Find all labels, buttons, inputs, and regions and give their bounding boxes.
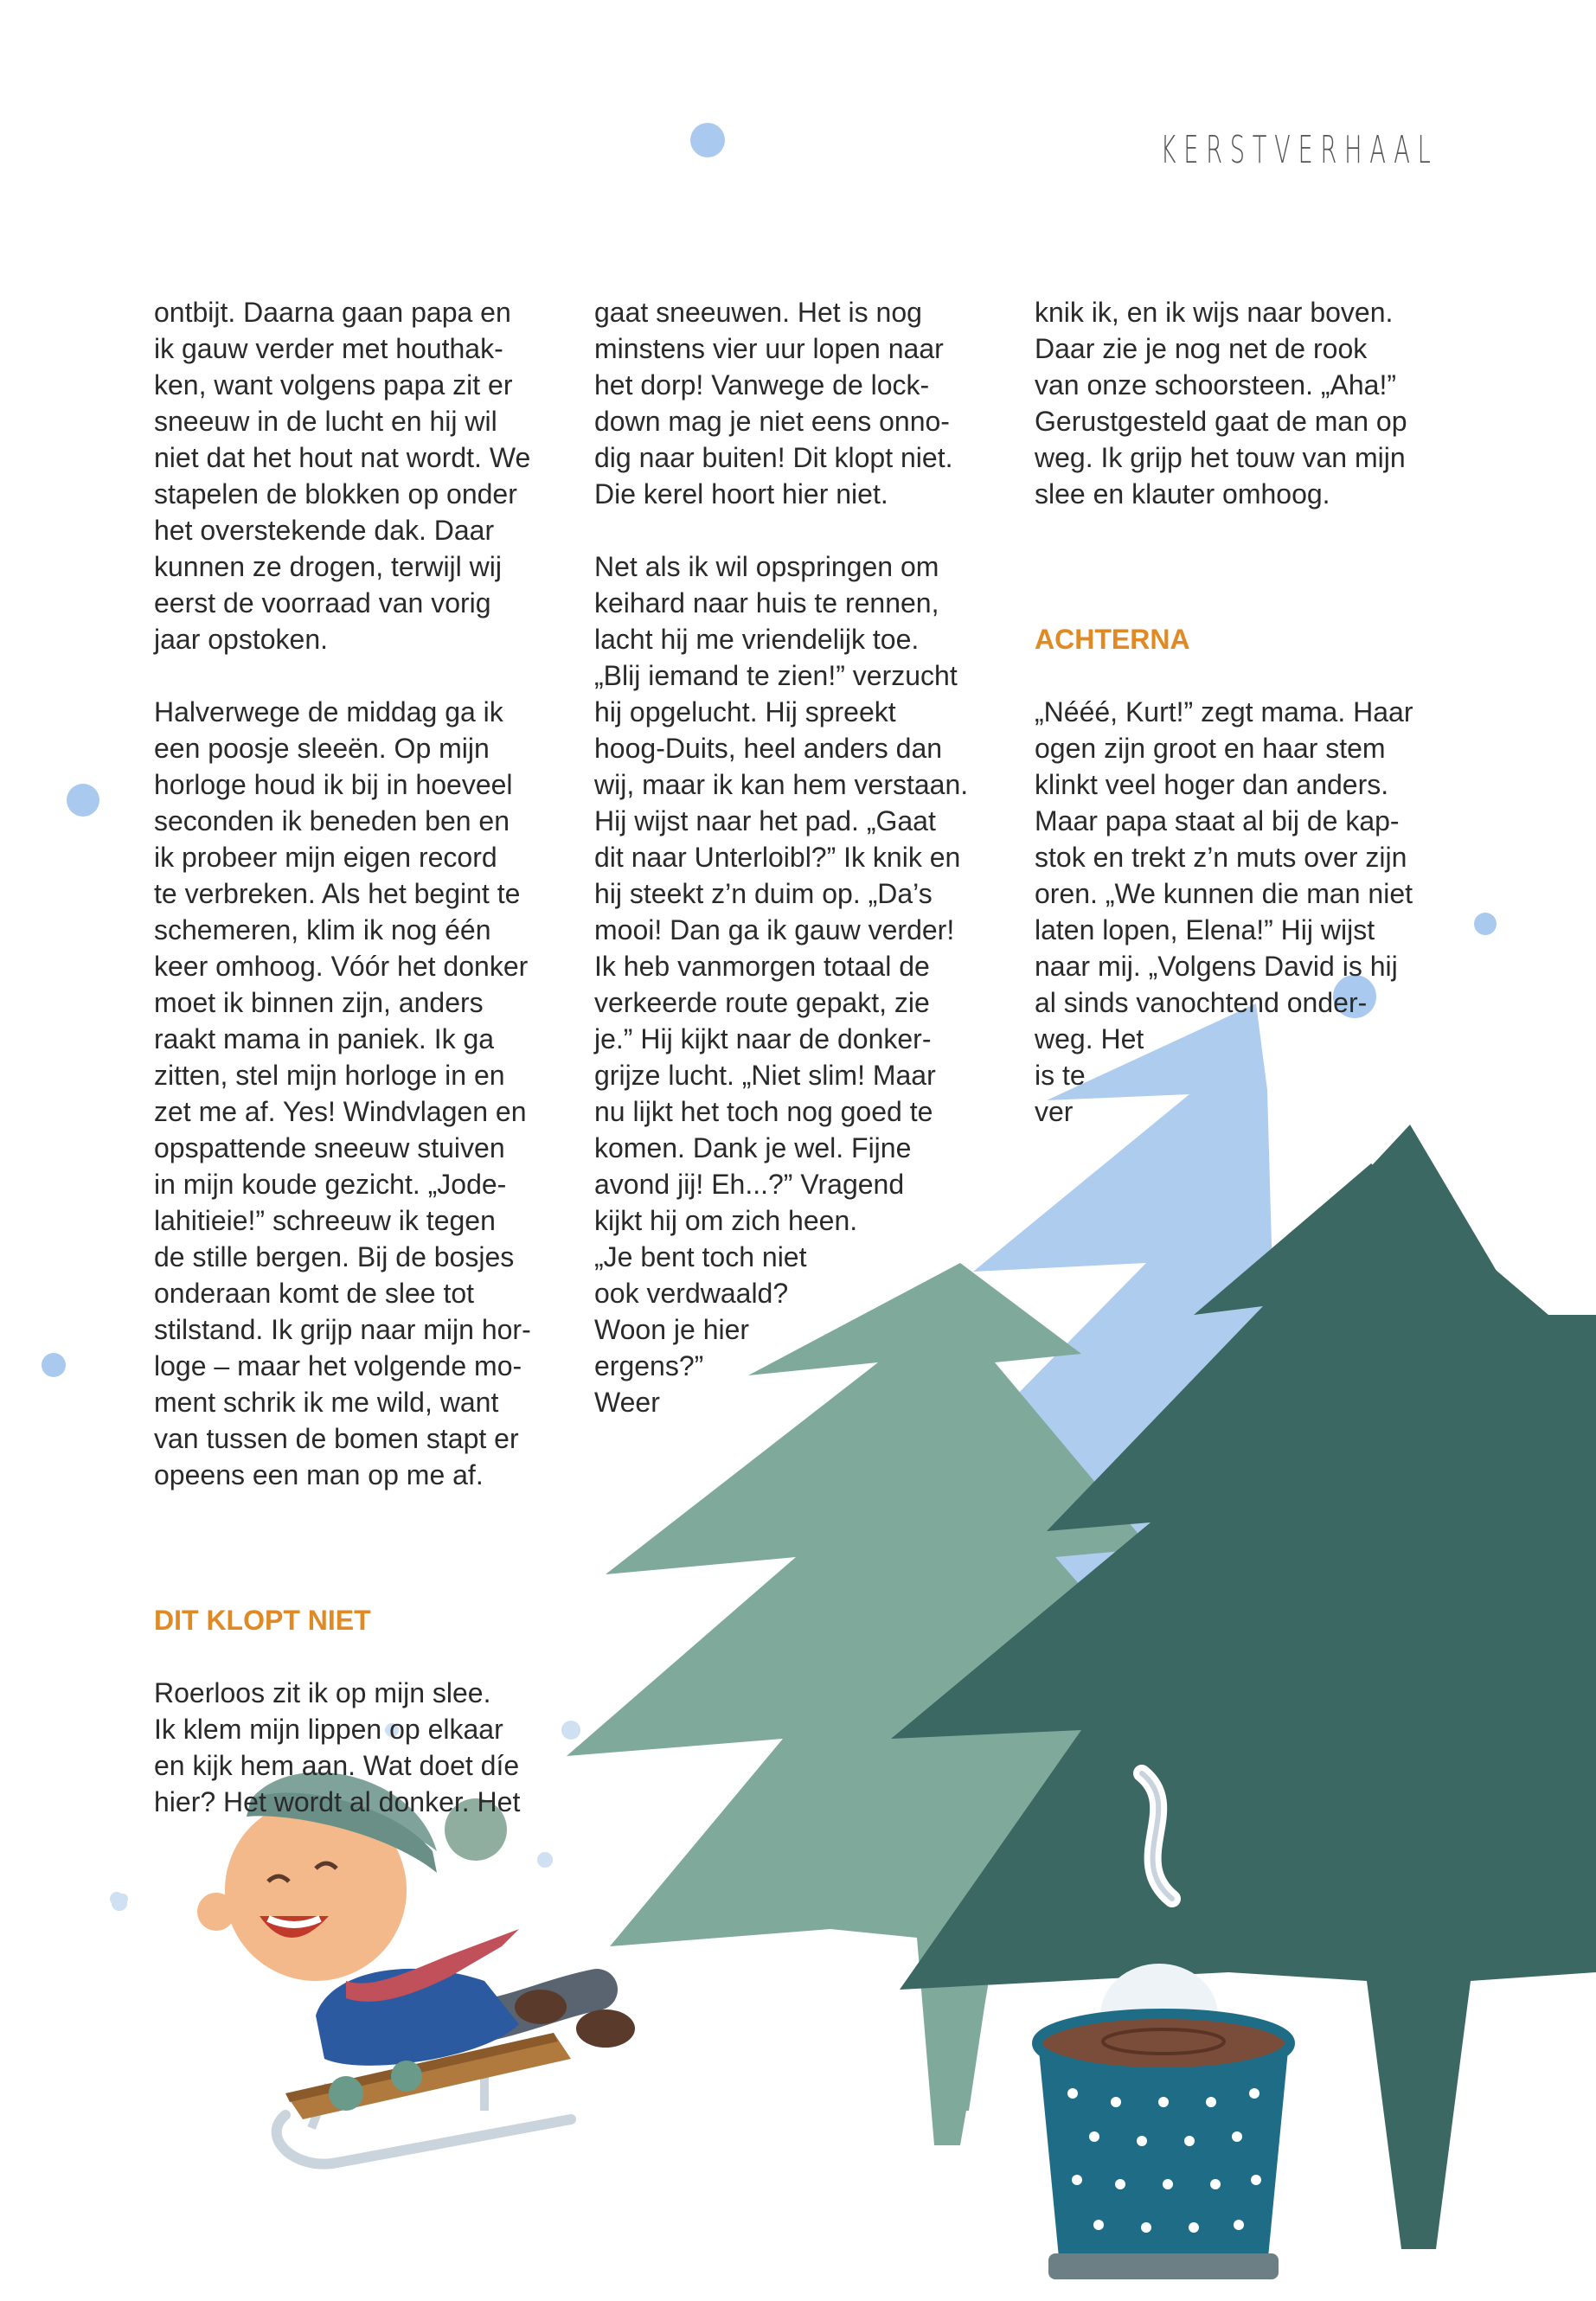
paragraph: Halverwege de middag ga ik een poosje sleeën. Op mijn horloge houd ik bij in hoeveel seconden ik beneden ben en ik probeer mijn eigen record te verbreken. Als het begint te schemeren, klim ik nog één keer omhoog. Vóór het donker moet ik binnen zijn, anders raakt mama in paniek. Ik ga zitten, stel mijn horloge in en zet me af. Yes! Windvlagen en opspattende sneeuw stuiven in mijn koude gezicht. „Jode- lahitieie!” schreeuw ik tegen de stille bergen. Bij de bosjes onderaan komt de slee tot stilstand. Ik grijp naar mijn hor- loge – maar het volgende mo- ment schrik ik me wild, want van tussen de bomen stapt er opeens een man op me af. bbox=[154, 696, 531, 1490]
paragraph: ontbijt. Daarna gaan papa en ik gauw verder met houthak- ken, want volgens papa zit er sneeuw in de lucht en hij wil niet dat het hout nat wordt. We stapelen de blokken op onder het overstekende dak. Daar kunnen ze drogen, terwijl wij eerst de voorraad van vorig jaar opstoken. bbox=[154, 297, 531, 655]
paragraph: „Nééé, Kurt!” zegt mama. Haar ogen zijn groot en haar stem klinkt veel hoger dan anders. Maar papa staat al bij de kap- stok en trekt z’n muts over zijn oren. „We kunnen die man niet laten lopen, Elena!” Hij wijst naar mij. „Volgens David is hij al sinds vanochtend onder- weg. Het is te ver bbox=[1035, 696, 1413, 1127]
paragraph: gaat sneeuwen. Het is nog minstens vier uur lopen naar het dorp! Vanwege de lock- down mag je niet eens onno- dig naar buiten! Dit klopt niet. Die kerel hoort hier niet. bbox=[594, 297, 953, 510]
paragraph: knik ik, en ik wijs naar boven. Daar zie je nog net de rook van onze schoorsteen. „Aha!” Gerustgesteld gaat de man op weg. Ik grijp het touw van mijn slee en klauter omhoog. bbox=[1035, 297, 1407, 510]
text-column-3 bbox=[1035, 258, 1467, 1166]
text-column-1 bbox=[154, 258, 569, 1856]
section-heading: ACHTERNA bbox=[1035, 624, 1190, 655]
text-column-2 bbox=[594, 258, 1010, 1457]
paragraph: Net als ik wil opspringen om keihard naar huis te rennen, lacht hij me vriendelijk toe. „Blij iemand te zien!” verzucht hij opgelucht. Hij spreekt hoog-Duits, heel anders dan wij, maar ik kan hem verstaan. Hij wijst naar het pad. „Gaat dit naar Unterloibl?” Ik knik en hij steekt z’n duim op. „Da’s mooi! Dan ga ik gauw verder! Ik heb vanmorgen totaal de verkeerde route gepakt, zie je.” Hij kijkt naar de donker- grijze lucht. „Niet slim! Maar nu lijkt het toch nog goed te komen. Dank je wel. Fijne avond jij! Eh...?” Vragend kijkt hij om zich heen. „Je bent toch niet ook verdwaald? Woon je hier ergens?” Weer bbox=[594, 551, 969, 1418]
section-label: KERSTVERHAAL bbox=[1161, 128, 1439, 172]
section-heading: DIT KLOPT NIET bbox=[154, 1605, 371, 1636]
paragraph: Roerloos zit ik op mijn slee. Ik klem mijn lippen op elkaar en kijk hem aan. Wat doet díe hier? Het wordt al donker. Het bbox=[154, 1677, 521, 1817]
